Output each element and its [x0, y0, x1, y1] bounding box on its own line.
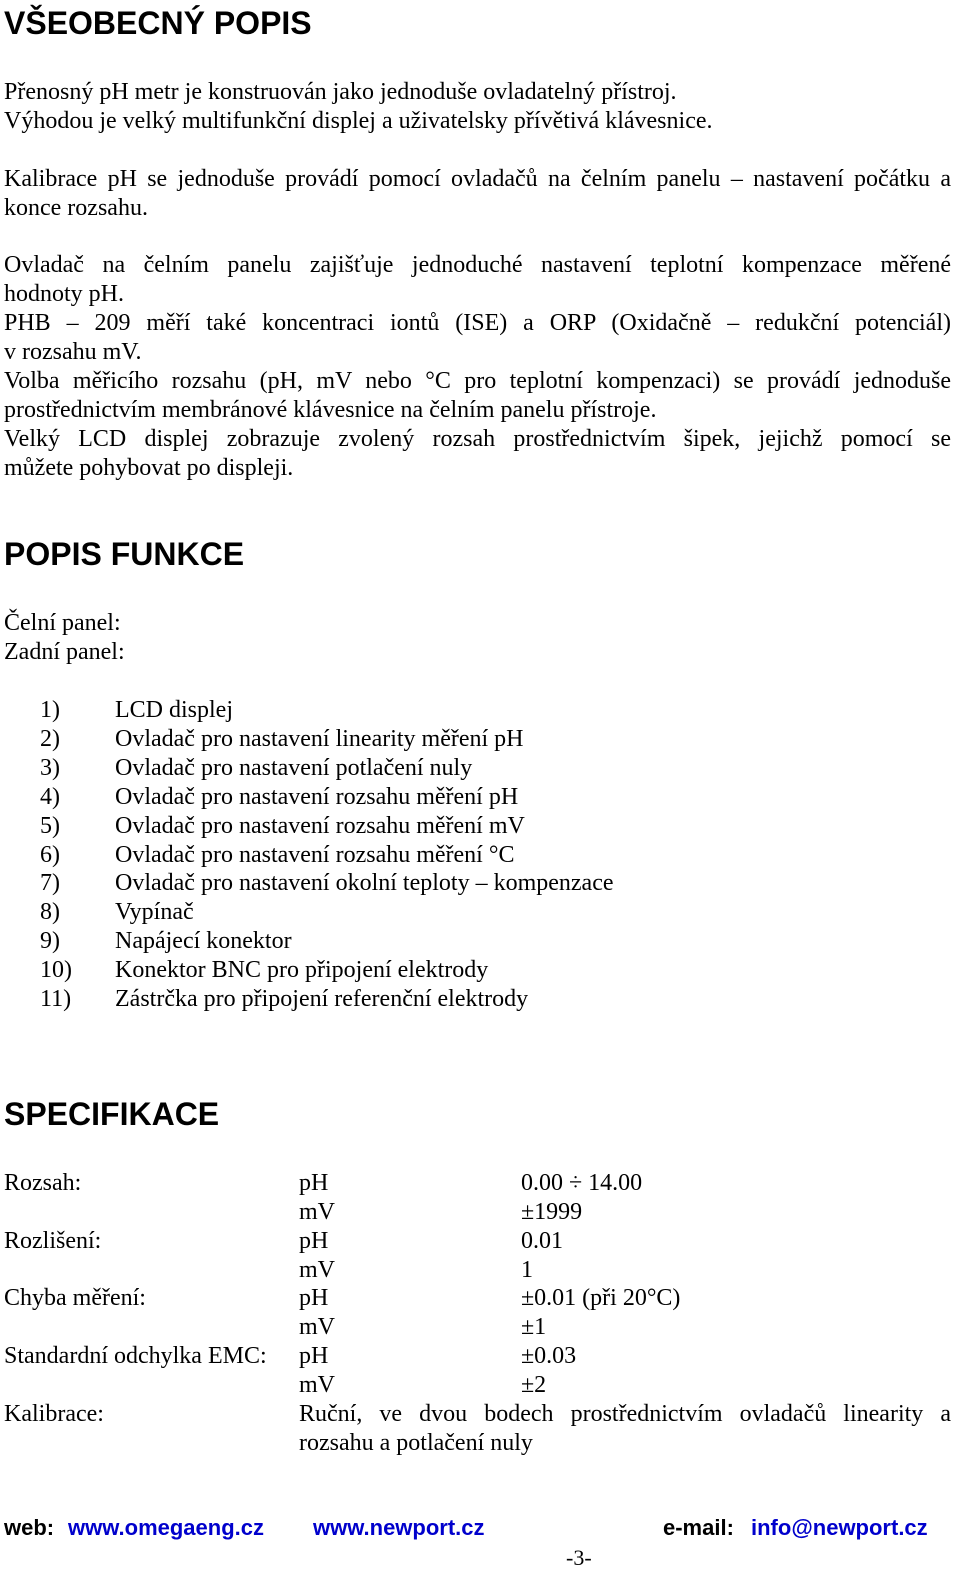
specs-heading: SPECIFIKACE	[4, 1096, 220, 1132]
list-item-text: Ovladač pro nastavení potlačení nuly	[115, 755, 473, 781]
spec-label: Standardní odchylka EMC:	[4, 1343, 267, 1369]
list-item-number: 6)	[40, 842, 60, 868]
list-item-number: 7)	[40, 870, 60, 896]
list-item-text: Napájecí konektor	[115, 928, 292, 954]
list-item-number: 2)	[40, 726, 60, 752]
page-number: -3-	[566, 1545, 592, 1570]
email-link[interactable]: info@newport.cz	[751, 1515, 928, 1540]
list-item-number: 5)	[40, 813, 60, 839]
list-item-text: Ovladač pro nastavení rozsahu měření pH	[115, 784, 519, 810]
list-item-number: 11)	[40, 986, 72, 1012]
list-item-text: Zástrčka pro připojení referenční elektrody	[115, 986, 529, 1012]
spec-label: Rozlišení:	[4, 1228, 102, 1254]
spec-unit: mV	[299, 1257, 335, 1283]
rear-panel-label: Zadní panel:	[4, 639, 125, 665]
spec-label: Chyba měření:	[4, 1285, 146, 1311]
spec-value: ±2	[521, 1372, 547, 1398]
general-line-7: PHB – 209 měří také koncentraci iontů (ISE) a ORP (Oxidačně – redukční potenciál)	[4, 310, 951, 336]
spec-value: 1	[521, 1257, 533, 1283]
spec-unit: mV	[299, 1314, 335, 1340]
list-item-text: Vypínač	[115, 899, 194, 925]
calibration-value-line-2: rozsahu a potlačení nuly	[299, 1430, 533, 1456]
spec-value: ±1999	[521, 1199, 583, 1225]
list-item-number: 4)	[40, 784, 60, 810]
general-line-6: hodnoty pH.	[4, 281, 124, 307]
newport-web-link[interactable]: www.newport.cz	[313, 1515, 485, 1540]
list-item-text: Ovladač pro nastavení linearity měření pH	[115, 726, 524, 752]
email-label: e-mail:	[663, 1515, 734, 1540]
list-item-text: Ovladač pro nastavení rozsahu měření °C	[115, 842, 515, 868]
general-line-9: Volba měřicího rozsahu (pH, mV nebo °C pro teplotní kompenzaci) se provádí jednoduše	[4, 368, 951, 394]
general-line-8: v rozsahu mV.	[4, 339, 142, 365]
web-label: web:	[4, 1515, 55, 1540]
list-item-text: Ovladač pro nastavení rozsahu měření mV	[115, 813, 525, 839]
list-item-text: LCD displej	[115, 697, 233, 723]
list-item-number: 3)	[40, 755, 60, 781]
spec-unit: mV	[299, 1199, 335, 1225]
front-panel-label: Čelní panel:	[4, 610, 121, 636]
general-line-3: Kalibrace pH se jednoduše provádí pomocí ovladačů na čelním panelu – nastavení počátku a	[4, 166, 951, 192]
general-line-4: konce rozsahu.	[4, 195, 148, 221]
list-item-number: 1)	[40, 697, 60, 723]
spec-value: ±0.01 (při 20°C)	[521, 1285, 681, 1311]
omegaeng-link[interactable]: www.omegaeng.cz	[68, 1515, 265, 1540]
general-heading: VŠEOBECNÝ POPIS	[4, 5, 312, 41]
list-item-text: Ovladač pro nastavení okolní teploty – kompenzace	[115, 870, 614, 896]
spec-value: ±1	[521, 1314, 547, 1340]
spec-value: 0.01	[521, 1228, 563, 1254]
general-line-5: Ovladač na čelním panelu zajišťuje jednoduché nastavení teplotní kompenzace měřené	[4, 252, 951, 278]
spec-unit: pH	[299, 1170, 329, 1196]
calibration-label: Kalibrace:	[4, 1401, 104, 1427]
spec-unit: pH	[299, 1228, 329, 1254]
list-item-text: Konektor BNC pro připojení elektrody	[115, 957, 489, 983]
spec-label: Rozsah:	[4, 1170, 82, 1196]
general-line-10: prostřednictvím membránové klávesnice na čelním panelu přístroje.	[4, 397, 657, 423]
spec-unit: pH	[299, 1343, 329, 1369]
general-line-1: Přenosný pH metr je konstruován jako jednoduše ovladatelný přístroj.	[4, 79, 677, 105]
calibration-value-line-1: Ruční, ve dvou bodech prostřednictvím ovladačů linearity a	[299, 1401, 951, 1427]
spec-value: ±0.03	[521, 1343, 577, 1369]
spec-value: 0.00 ÷ 14.00	[521, 1170, 643, 1196]
general-line-11: Velký LCD displej zobrazuje zvolený rozsah prostřednictvím šipek, jejichž pomocí se	[4, 426, 951, 452]
functions-heading: POPIS FUNKCE	[4, 536, 245, 572]
list-item-number: 9)	[40, 928, 60, 954]
spec-unit: pH	[299, 1285, 329, 1311]
list-item-number: 8)	[40, 899, 60, 925]
spec-unit: mV	[299, 1372, 335, 1398]
general-line-12: můžete pohybovat po displeji.	[4, 455, 294, 481]
general-line-2: Výhodou je velký multifunkční displej a uživatelsky přívětivá klávesnice.	[4, 108, 713, 134]
list-item-number: 10)	[40, 957, 72, 983]
